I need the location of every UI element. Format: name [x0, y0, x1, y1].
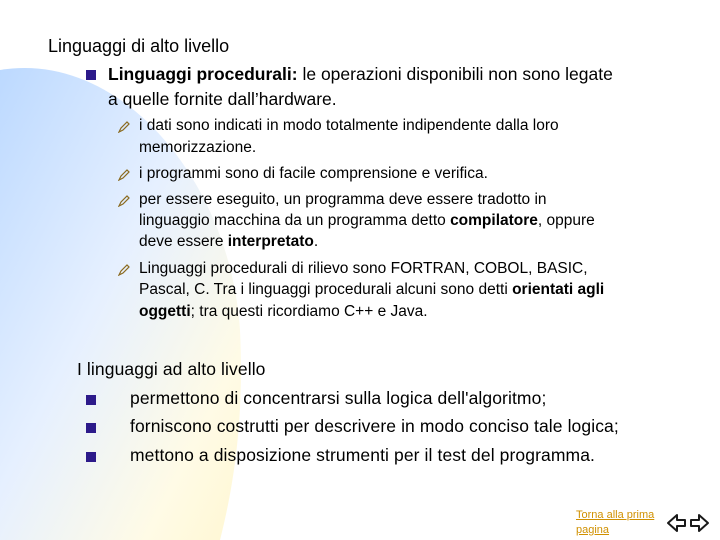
high-level-item-2: forniscono costrutti per descrivere in modo conciso tale logica; [130, 416, 619, 436]
square-bullet-icon [86, 452, 96, 462]
sub-item-4-line-1: Linguaggi procedurali di rilievo sono FORTRAN, COBOL, BASIC, [139, 260, 588, 277]
high-level-heading: I linguaggi ad alto livello [77, 359, 266, 379]
pen-bullet-icon [118, 264, 130, 276]
sub-item-3-text-e: . [313, 233, 319, 250]
compilatore-bold: compilatore [450, 212, 538, 229]
high-level-item-3: mettono a disposizione strumenti per il test del programma. [130, 445, 596, 465]
sub-item-3-text-d: deve essere [139, 233, 228, 250]
sub-item-3-text-a: linguaggio macchina da un programma detto [139, 212, 451, 229]
back-forward-arrows-icon[interactable] [666, 512, 710, 534]
sub-item-4-line-2 [139, 281, 604, 299]
sub-item-3-line-3 [139, 233, 318, 251]
square-bullet-icon [86, 70, 96, 80]
sub-item-4-line-3 [139, 303, 428, 321]
pen-bullet-icon [118, 121, 130, 133]
pen-bullet-icon [118, 169, 130, 181]
high-level-item-1: permettono di concentrarsi sulla logica dell'algoritmo; [130, 388, 547, 408]
pen-bullet-icon [118, 195, 130, 207]
sub-item-1-line-2: memorizzazione. [139, 139, 257, 156]
orientati-agli-bold: orientati agli [512, 281, 605, 298]
sub-item-3-line-1: per essere eseguito, un programma deve essere tradotto in [139, 191, 547, 208]
sub-item-3-text-c: , oppure [537, 212, 595, 229]
sub-item-4-text-b: ; tra questi ricordiamo C++ e Java. [190, 303, 428, 320]
oggetti-bold: oggetti [139, 303, 191, 320]
slide-title: Linguaggi di alto livello [48, 36, 230, 56]
back-to-first-page-link[interactable] [576, 508, 654, 538]
procedural-bold-label: Linguaggi procedurali: [108, 64, 298, 84]
link-line-1: Torna alla prima [576, 509, 655, 521]
procedural-line-2: a quelle fornite dall’hardware. [108, 89, 337, 109]
sub-item-1-line-1: i dati sono indicati in modo totalmente indipendente dalla loro [139, 117, 559, 134]
sub-item-3-line-2 [139, 212, 595, 230]
square-bullet-icon [86, 423, 96, 433]
procedural-line-1 [108, 64, 613, 85]
procedural-line-1-text: le operazioni disponibili non sono legate [297, 64, 613, 84]
sub-item-4-text-a: Pascal, C. Tra i linguaggi procedurali alcuni sono detti [139, 281, 513, 298]
sub-item-2-line-1: i programmi sono di facile comprensione e verifica. [139, 165, 488, 182]
square-bullet-icon [86, 395, 96, 405]
link-line-2: pagina [576, 524, 610, 536]
interpretato-bold: interpretato [227, 233, 314, 250]
